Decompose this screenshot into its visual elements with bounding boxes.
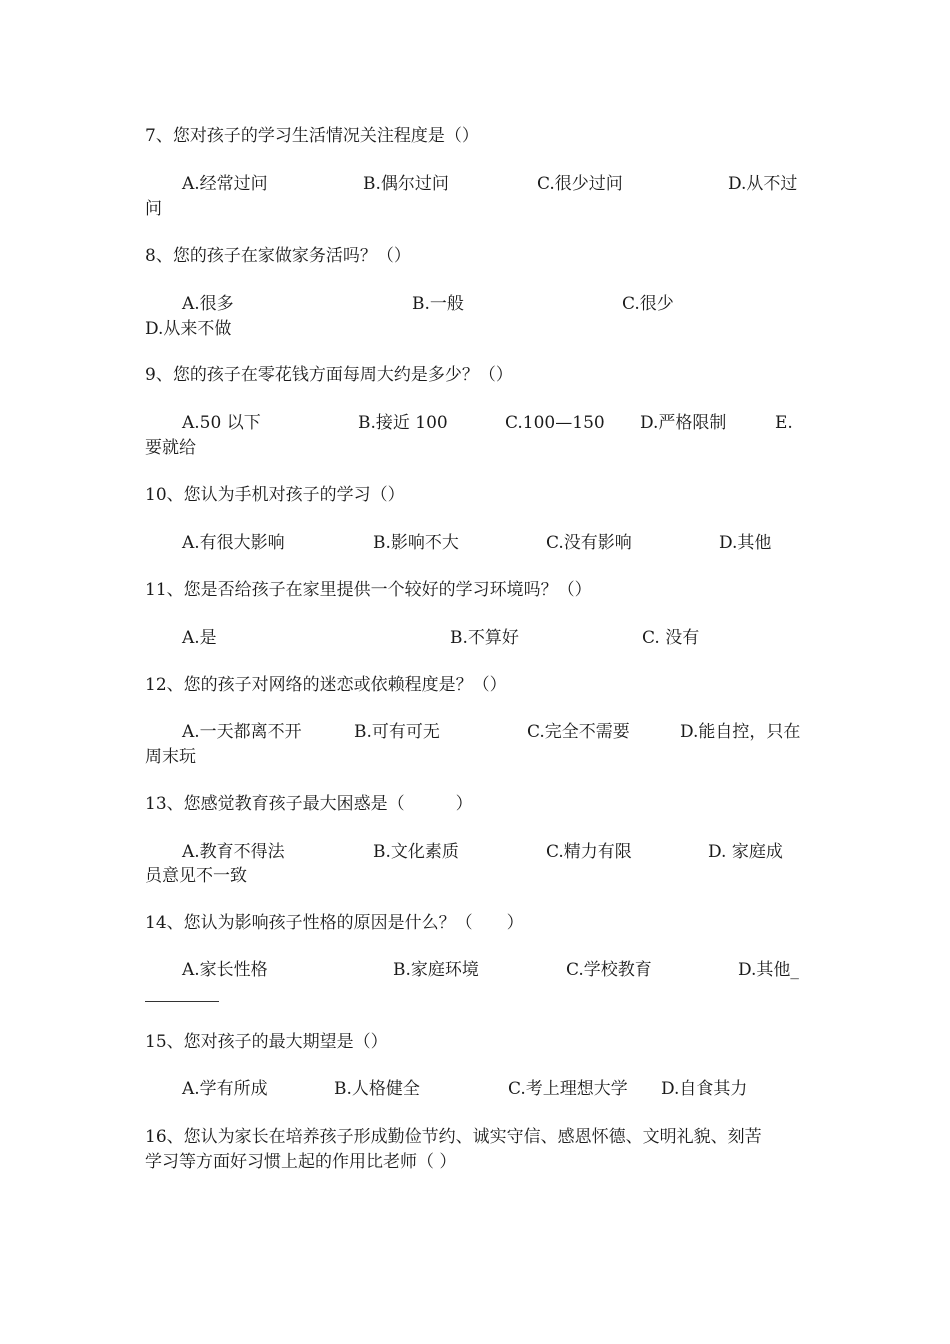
wrapped-text: 要就给 [145,438,196,458]
question-8: 8、您的孩子在家做家务活吗？（） [145,246,411,266]
option-c: C.学校教育 [566,960,652,980]
option-a: A.家长性格 [182,960,268,980]
option-b: B.一般 [412,294,464,314]
option-c: C.很少 [622,294,674,314]
option-c: C.没有影响 [546,533,632,553]
option-c: C.100—150 [505,413,605,433]
option-a: A.教育不得法 [182,842,285,862]
question-11: 11、您是否给孩子在家里提供一个较好的学习环境吗？（） [145,580,592,600]
answer-blank-line [145,1001,219,1002]
question-14: 14、您认为影响孩子性格的原因是什么？（ ） [145,913,524,933]
option-b: B.接近 100 [358,413,448,433]
option-b: B.文化素质 [373,842,459,862]
option-a: A.50 以下 [182,413,261,433]
option-a: A.很多 [182,294,234,314]
option-a: A.一天都离不开 [182,722,302,742]
wrapped-text: 周末玩 [145,747,196,767]
option-d: D.从不过 [728,174,798,194]
wrapped-text: 问 [145,199,162,219]
option-d: D.其他 [719,533,772,553]
wrapped-text: 学习等方面好习惯上起的作用比老师（ ） [145,1152,457,1172]
option-c: C.精力有限 [546,842,632,862]
question-7: 7、您对孩子的学习生活情况关注程度是（） [145,126,479,146]
option-c: C. 没有 [642,628,700,648]
option-d: D.其他_ [738,960,799,980]
question-13: 13、您感觉教育孩子最大困惑是（ ） [145,794,473,814]
question-16: 16、您认为家长在培养孩子形成勤俭节约、诚实守信、感恩怀德、文明礼貌、刻苦 [145,1127,762,1147]
wrapped-text: 员意见不一致 [145,866,247,886]
option-a: A.有很大影响 [182,533,285,553]
question-15: 15、您对孩子的最大期望是（） [145,1032,388,1052]
option-b: B.影响不大 [373,533,459,553]
option-c: C.考上理想大学 [508,1079,628,1099]
option-b: B.不算好 [450,628,519,648]
wrapped-text: D.从来不做 [145,319,232,339]
question-12: 12、您的孩子对网络的迷恋或依赖程度是？（） [145,675,507,695]
option-d: D.能自控，只在 [680,722,801,742]
option-a: A.经常过问 [182,174,268,194]
option-b: B.家庭环境 [393,960,479,980]
option-b: B.可有可无 [354,722,440,742]
option-d: D. 家庭成 [708,842,783,862]
option-c: C.很少过问 [537,174,623,194]
option-b: B.人格健全 [334,1079,420,1099]
option-a: A.学有所成 [182,1079,268,1099]
option-e: E. [775,413,793,433]
option-d: D.自食其力 [661,1079,748,1099]
option-a: A.是 [182,628,217,648]
option-d: D.严格限制 [640,413,727,433]
question-9: 9、您的孩子在零花钱方面每周大约是多少？（） [145,365,513,385]
option-c: C.完全不需要 [527,722,630,742]
option-b: B.偶尔过问 [363,174,449,194]
question-10: 10、您认为手机对孩子的学习（） [145,485,405,505]
